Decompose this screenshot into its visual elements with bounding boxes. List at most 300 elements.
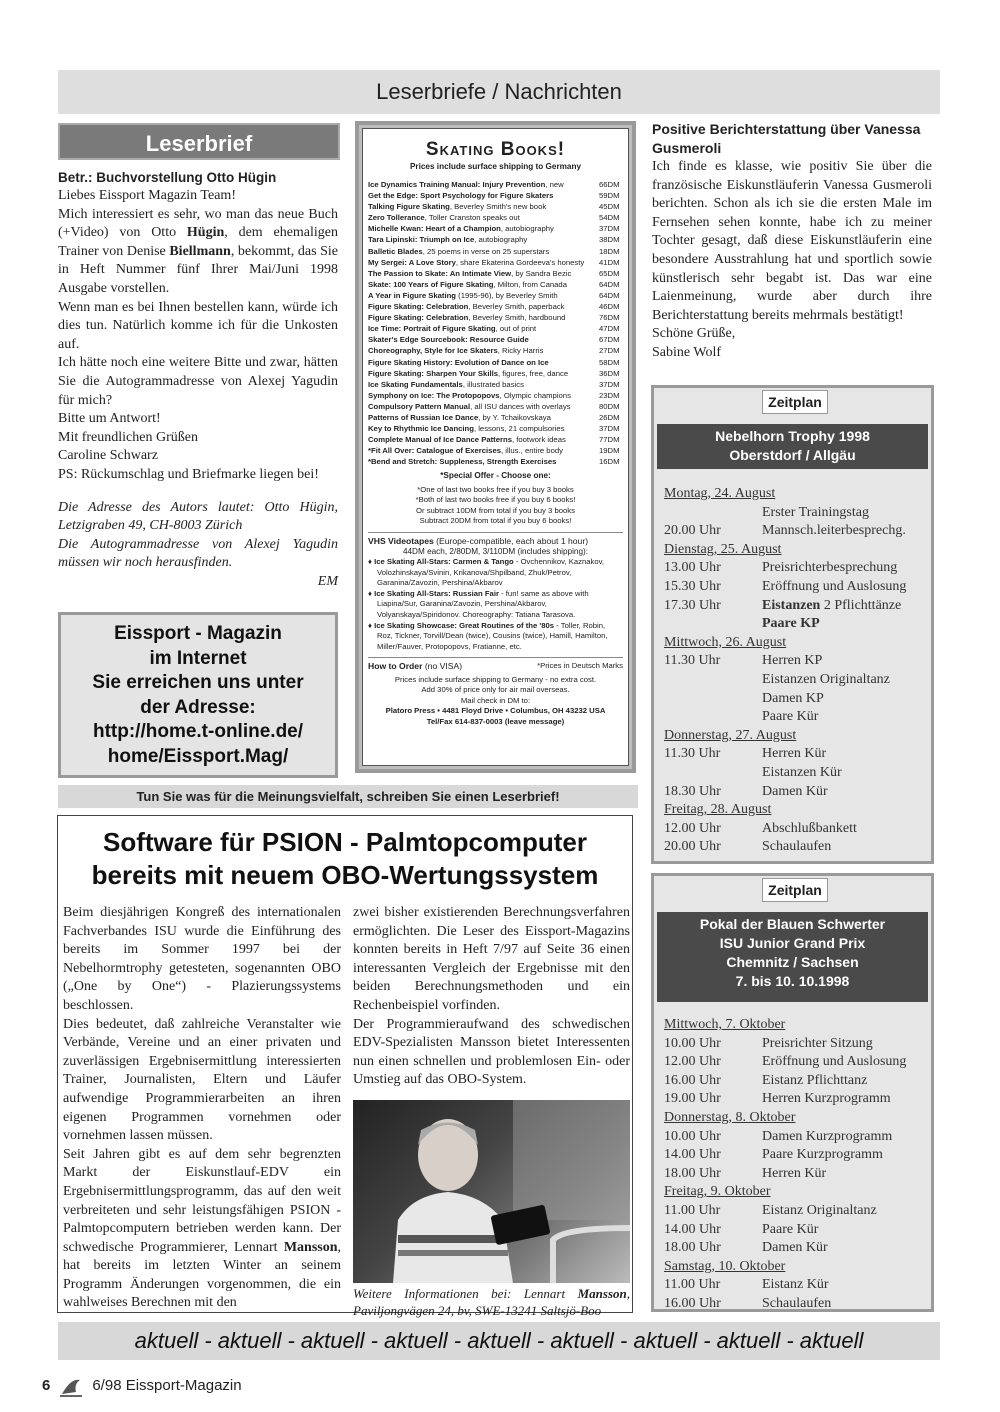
leserbrief-banner: Leserbrief	[58, 123, 340, 160]
schedule-time: 14.00 Uhr	[664, 1221, 721, 1237]
schedule-day: Freitag, 28. August	[664, 802, 772, 818]
book-desc: , illus., entire body	[501, 446, 563, 456]
schedule-header-line: Chemnitz / Sachsen	[726, 954, 859, 970]
book-price: 27DM	[599, 346, 620, 356]
paragraph	[63, 1016, 341, 1146]
book-row	[368, 312, 623, 323]
video-title: Ice Skating Showcase: Great Routines of the '80s	[374, 620, 555, 630]
schedule-header-line: Pokal der Blauen Schwerter	[699, 916, 886, 932]
internet-line: der Adresse:	[140, 696, 256, 718]
letter-body	[58, 187, 338, 485]
paragraph	[58, 299, 338, 355]
schedule-time: 14.00 Uhr	[664, 1147, 721, 1163]
book-row	[368, 445, 623, 456]
text-segment: , bekommt, das Sie in Heft Nummer fünf Ihrer Mai/Juni 1998 Ausgabe vorstellen.	[58, 243, 339, 296]
letter2-heading: Positive Berichterstattung über Vanessa Gusmeroli	[652, 121, 921, 156]
schedule-row	[664, 690, 926, 709]
schedule-event-text: Abschlußbankett	[762, 820, 857, 836]
skating-books-ad	[355, 121, 636, 773]
paragraph	[58, 354, 338, 410]
schedule-day: Freitag, 9. Oktober	[664, 1184, 771, 1200]
letter2-signature: Sabine Wolf	[652, 344, 721, 360]
schedule-time	[664, 615, 762, 634]
schedule-event-text: Eistanz Pflichttanz	[762, 1072, 868, 1088]
schedule-row	[664, 671, 926, 690]
book-price: 66DM	[599, 180, 620, 189]
book-title: Symphony on Ice: The Protopopovs	[368, 390, 500, 400]
book-price: 47DM	[599, 324, 620, 334]
schedule-event-text: Mannsch.leiterbesprechg.	[762, 523, 906, 539]
schedule-time: 19.00 Uhr	[664, 1091, 721, 1107]
book-entry	[368, 212, 520, 223]
text-segment: PS: Rückumschlag und Briefmarke liegen bei!	[58, 466, 319, 482]
book-desc: , autobiography	[500, 224, 554, 234]
schedule-event	[762, 1239, 828, 1258]
book-row	[368, 257, 623, 268]
book-row	[368, 368, 623, 379]
book-entry	[368, 379, 524, 390]
page-footer	[42, 1374, 242, 1398]
schedule-row	[664, 1239, 926, 1258]
video-item	[368, 557, 623, 589]
book-price: 64DM	[599, 290, 620, 300]
schedule-time	[664, 690, 762, 709]
book-price: 37DM	[599, 379, 620, 389]
schedule-event	[762, 597, 901, 616]
paragraph	[58, 466, 338, 485]
schedule-row	[664, 504, 926, 523]
schedule-header-line: Nebelhorn Trophy 1998	[715, 428, 870, 444]
text-segment: Mansson	[577, 1285, 627, 1301]
schedule-time: 20.00 Uhr	[664, 523, 721, 539]
book-row	[368, 301, 623, 312]
schedule-event-text: Erster Trainingstag	[762, 504, 869, 520]
book-title: Figure Skating History: Evolution of Dance on Ice	[368, 357, 549, 367]
paragraph	[58, 429, 338, 448]
paragraph	[353, 904, 630, 1016]
book-entry	[368, 312, 565, 323]
text-segment: Seit Jahren gibt es auf dem sehr begrenzten Markt der Eiskunstlauf-EDV ein Ergebnisermittlungsprogramm, das auf den weit verbreiteten und sehr leistungsfähigen PSION - Palmtopcomputern betrieben werden kann. Der schwedische Programmierer, Lennart	[63, 1146, 341, 1255]
book-entry	[368, 345, 543, 356]
video-list	[368, 557, 623, 652]
book-entry	[368, 190, 553, 201]
schedule-header-line: 7. bis 10. 10.1998	[735, 973, 850, 989]
offer: *Both of last two books free if you buy 6 books!	[415, 495, 576, 505]
aktuell-bar: aktuell - aktuell - aktuell - aktuell - aktuell - aktuell - aktuell - aktuell - aktuell	[58, 1322, 940, 1360]
schedule-event	[762, 1053, 906, 1072]
offer: *One of last two books free if you buy 3 books	[417, 484, 574, 494]
book-row	[368, 401, 623, 412]
text-segment: Bitte um Antwort!	[58, 411, 161, 427]
book-title: Choreography, Style for Ice Skaters	[368, 346, 498, 356]
article-column-2-text	[353, 904, 630, 1090]
schedule-event	[762, 1276, 828, 1295]
schedule-event-text: Preisrichter Sitzung	[762, 1035, 873, 1051]
book-desc: , illustrated basics	[462, 379, 524, 389]
book-title: Skater's Edge Sourcebook: Resource Guide	[368, 335, 529, 345]
schedule-event	[762, 559, 897, 578]
book-price: 80DM	[599, 401, 620, 411]
book-desc: , all ISU dances with overlays	[470, 401, 571, 411]
text-segment: Ich hätte noch eine weitere Bitte und zwar, hätten Sie die Autogrammadresse von Alexej Yagudin für mich?	[58, 355, 338, 408]
book-title: Zero Tollerance	[368, 213, 425, 223]
reader-letter	[58, 168, 338, 591]
book-entry	[368, 390, 571, 401]
book-price: 19DM	[599, 446, 620, 456]
book-entry	[368, 268, 571, 279]
book-price: 54DM	[599, 213, 620, 223]
internet-box	[58, 612, 338, 778]
book-price: 64DM	[599, 279, 620, 289]
book-entry	[368, 179, 564, 190]
book-desc: , Beverley Smith's new book	[449, 202, 547, 212]
book-price: 18DM	[599, 246, 620, 256]
text-segment: Beim diesjährigen Kongreß des internationalen Fachverbandes ISU wurde die Einführung des bereits im Sommer 1997 bei der Nebelhormtrophy getesteten, sogenannten OBO („One by One“) - Plazierungssystems beschlossen.	[63, 905, 341, 1013]
book-desc: , Toller Cranston speaks out	[424, 213, 520, 223]
schedule-event-text: Eröffnung und Auslosung	[762, 1054, 907, 1070]
book-row	[368, 412, 623, 423]
book-title: Key to Rhythmic Ice Dancing	[368, 424, 474, 434]
book-desc: , footwork ideas	[511, 435, 566, 445]
schedule-event-text: Schaulaufen	[762, 839, 832, 855]
letter2-greeting: Schöne Grüße,	[652, 326, 736, 342]
book-desc: , autobiography	[474, 235, 528, 245]
book-title: Ice Skating Fundamentals	[368, 379, 463, 389]
video-title: Ice Skating All-Stars: Carmen & Tango	[374, 557, 514, 567]
schedule-row	[664, 1128, 926, 1147]
book-desc: , lessons, 21 compulsories	[473, 424, 565, 434]
book-title: Figure Skating: Sharpen Your Skills	[368, 368, 499, 378]
book-desc: , Milton, from Canada	[493, 279, 567, 289]
schedule-row	[664, 1202, 926, 1221]
schedule-nebelhorn	[651, 385, 934, 864]
schedule-event-bold: Paare KP	[762, 616, 820, 632]
books-title: Skating Books!	[425, 139, 566, 160]
article-title	[58, 826, 632, 892]
book-entry	[368, 290, 558, 301]
book-desc: , by Y. Tchaikovskaya	[478, 412, 551, 422]
schedule-event	[762, 1128, 892, 1147]
schedule-row	[664, 1035, 926, 1054]
text-segment: Dies bedeutet, daß zahlreiche Veranstalter wie Verbände, Vereine und an einer privaten und zuverlässigen Ergebnisermittlung interessierten Trainer, Journalisten, Eltern und Läufer aufwendige Programmierarbeiten an ihren eigenen Programmen vornehmen oder vornehmen lassen müssen.	[63, 1016, 341, 1144]
book-price: 26DM	[599, 412, 620, 422]
schedule-row	[664, 820, 926, 839]
psion-article	[57, 815, 633, 1318]
skater-logo-icon	[58, 1374, 84, 1398]
schedule-event	[762, 578, 906, 597]
editor-note: Die Adresse des Autors lautet: Otto Hügin, Letzigraben 49, CH-8003 Zürich	[58, 499, 338, 534]
book-title: My Sergei: A Love Story	[368, 257, 456, 267]
schedule-day: Montag, 24. August	[664, 486, 776, 501]
schedule-time: 16.00 Uhr	[664, 1072, 721, 1088]
book-price: 65DM	[599, 268, 620, 278]
schedule-event	[762, 690, 824, 709]
schedule-event-text: Herren Kür	[762, 1165, 827, 1181]
offer: Or subtract 10DM from total if you buy 3 books	[416, 505, 575, 515]
internet-url[interactable]: home/Eissport.Mag/	[107, 745, 289, 767]
book-row	[368, 268, 623, 279]
book-row	[368, 201, 623, 212]
book-entry	[368, 301, 565, 312]
book-desc: , new	[545, 180, 564, 189]
schedule-event-text: Damen Kurzprogramm	[762, 1128, 893, 1144]
paragraph	[58, 410, 338, 429]
book-desc: (1995-96), by Beverley Smith	[456, 290, 558, 300]
book-row	[368, 323, 623, 334]
book-price: 77DM	[599, 435, 620, 445]
schedule-row	[664, 559, 926, 578]
book-desc: , 25 poems in verse on 25 superstars	[422, 246, 550, 256]
schedule-event-text: Damen Kür	[762, 783, 828, 799]
book-desc: , by Sandra Bezic	[511, 268, 572, 278]
schedule-row	[664, 578, 926, 597]
write-letter-banner: Tun Sie was für die Meinungsvielfalt, schreiben Sie einen Leserbrief!	[58, 785, 638, 808]
book-entry	[368, 323, 536, 334]
text-segment: Der Programmieraufwand des schwedischen EDV-Spezialisten Mansson bietet Interessenten nun einen schnellen und problemlosen Ein- oder Umstieg auf das OBO-System.	[353, 1016, 630, 1088]
book-entry	[368, 257, 584, 268]
text-segment: Weitere Informationen bei: Lennart	[353, 1285, 578, 1301]
book-price: 37DM	[599, 224, 620, 234]
book-price: 76DM	[599, 313, 620, 323]
schedule-event-text: 2 Pflichttänze	[820, 597, 902, 613]
book-entry	[368, 234, 527, 245]
schedule-event	[762, 1035, 873, 1054]
schedule-time: 11.30 Uhr	[664, 746, 721, 762]
schedule-row	[664, 708, 926, 727]
paragraph	[353, 1016, 630, 1090]
schedule-row	[664, 597, 926, 616]
schedule-day: Mittwoch, 7. Oktober	[664, 1017, 786, 1032]
diamond-bullet-icon: ♦	[368, 557, 375, 567]
paragraph	[63, 904, 341, 1016]
schedule-row	[664, 838, 926, 857]
book-title: *Fit All Over: Catalogue of Exercises	[368, 446, 502, 456]
vhs-prices: 44DM each, 2/80DM, 3/110DM (includes shipping):	[402, 546, 589, 556]
photo-illustration	[353, 1100, 630, 1283]
reader-letter-2	[652, 120, 932, 363]
book-price: 41DM	[599, 257, 620, 267]
paragraph	[58, 187, 338, 206]
schedule-event	[762, 1146, 883, 1165]
book-entry	[368, 246, 549, 257]
schedule-event-text: Eistanz Originaltanz	[762, 1202, 877, 1218]
book-price: 38DM	[599, 235, 620, 245]
book-title: Ice Time: Portrait of Figure Skating	[368, 324, 496, 334]
paragraph	[58, 206, 338, 299]
book-desc: , figures, free, dance	[498, 368, 569, 378]
book-title: A Year in Figure Skating	[368, 290, 457, 300]
book-row	[368, 456, 623, 467]
photo-caption	[353, 1285, 630, 1319]
schedule-event	[762, 838, 831, 857]
book-desc: , Ricky Harris	[497, 346, 544, 356]
special-offer-title: *Special Offer - Choose one:	[440, 471, 551, 481]
book-title: Patterns of Russian Ice Dance	[368, 412, 479, 422]
book-title: Complete Manual of Ice Dance Patterns	[368, 435, 512, 445]
book-title: Compulsory Pattern Manual	[368, 401, 471, 411]
schedule-label: Zeitplan	[762, 878, 828, 902]
schedule-event	[762, 820, 857, 839]
schedule-event	[762, 522, 906, 541]
schedule-time	[664, 504, 762, 523]
book-entry	[368, 412, 551, 423]
book-row	[368, 279, 623, 290]
video-item	[368, 589, 623, 621]
schedule-row	[664, 1146, 926, 1165]
schedule-event-text: Damen KP	[762, 690, 824, 706]
book-title: *Bend and Stretch: Suppleness, Strength Exercises	[368, 457, 557, 467]
schedule-event-bold: Eistanzen	[762, 597, 821, 613]
book-title: Tara Lipinski: Triumph on Ice	[368, 235, 475, 245]
book-price: 36DM	[599, 368, 620, 378]
book-row	[368, 212, 623, 223]
schedule-header	[657, 424, 928, 469]
schedule-day: Samstag, 10. Oktober	[664, 1258, 786, 1274]
schedule-event-text: Herren Kurzprogramm	[762, 1091, 891, 1107]
schedule-row	[664, 783, 926, 802]
book-title: Talking Figure Skating	[368, 202, 450, 212]
book-title: Get the Edge: Sport Psychology for Figure Skaters	[368, 191, 554, 201]
diamond-bullet-icon: ♦	[368, 588, 375, 598]
schedule-row	[664, 1295, 926, 1314]
schedule-event	[762, 1202, 877, 1221]
book-entry	[368, 423, 565, 434]
order-visa: (no VISA)	[422, 661, 463, 672]
book-desc: , Olympic champions	[499, 390, 571, 400]
schedule-time: 18.30 Uhr	[664, 783, 721, 799]
book-row	[368, 379, 623, 390]
book-price: 58DM	[599, 357, 620, 367]
schedule-blaue-schwerter	[651, 873, 934, 1312]
schedule-day: Dienstag, 25. August	[664, 541, 782, 557]
video-desc: - Toller, Robin, Roz, Tickner, Torvill/Dean (twice), Cousins (twice), Hamill, Hamilton, Miller/Fauver, Protopopovs, Fratianne, etc.	[377, 620, 608, 651]
article-title-line: Software für PSION - Palmtopcomputer	[103, 827, 587, 857]
book-desc: , share Ekaterina Gordeeva's honesty	[455, 257, 585, 267]
schedule-event-text: Preisrichterbesprechung	[762, 560, 898, 576]
schedule-time: 17.30 Uhr	[664, 597, 721, 613]
schedule-event	[762, 652, 822, 671]
schedule-event-text: Schaulaufen	[762, 1295, 832, 1311]
issue-label: 6/98 Eissport-Magazin	[92, 1377, 242, 1394]
book-row	[368, 423, 623, 434]
schedule-event	[762, 764, 842, 783]
internet-line: Sie erreichen uns unter	[92, 672, 304, 693]
book-row	[368, 290, 623, 301]
book-entry	[368, 279, 567, 290]
schedule-time: 13.00 Uhr	[664, 560, 721, 576]
book-row	[368, 357, 623, 368]
internet-url[interactable]: http://home.t-online.de/	[92, 721, 304, 742]
article-column-2	[353, 904, 630, 1319]
schedule-event	[762, 708, 818, 727]
schedule-row	[664, 764, 926, 783]
schedule-row	[664, 1221, 926, 1240]
book-price: 67DM	[599, 335, 620, 345]
schedule-event-text: Eröffnung und Auslosung	[762, 578, 907, 594]
schedule-event	[762, 783, 828, 802]
text-segment: , hat bereits im letzten Winter an seinem Programm Änderungen vorgenommen, die ein wahlweises Berechnen mit den	[63, 1239, 341, 1311]
books-subtitle: Prices include surface shipping to Germany	[409, 162, 582, 171]
page-number: 6	[42, 1377, 51, 1394]
book-row	[368, 190, 623, 201]
schedule-event	[762, 1295, 831, 1314]
schedule-row	[664, 1165, 926, 1184]
internet-line: Eissport - Magazin	[114, 623, 282, 644]
vhs-desc: (Europe-compatible, each about 1 hour)	[433, 535, 589, 546]
schedule-time: 11.00 Uhr	[664, 1202, 721, 1218]
schedule-time: 18.00 Uhr	[664, 1240, 721, 1256]
offer: Subtract 20DM from total if you buy 6 books!	[419, 516, 572, 526]
schedule-event	[762, 1165, 826, 1184]
schedule-day: Mittwoch, 26. August	[664, 634, 787, 650]
book-price: 23DM	[599, 390, 620, 400]
schedule-time	[664, 671, 762, 690]
schedule-row	[664, 1090, 926, 1109]
schedule-event-text: Paare Kurzprogramm	[762, 1147, 883, 1163]
book-entry	[368, 223, 554, 234]
book-title: Figure Skating: Celebration	[368, 302, 469, 312]
text-segment: Mich interessiert es sehr, wo man das neue Buch (+Video) von Otto	[58, 206, 338, 241]
book-price: 45DM	[599, 202, 620, 212]
order-title: How to Order	[368, 661, 423, 672]
book-entry	[368, 445, 563, 456]
divider	[368, 657, 623, 658]
schedule-time: 11.30 Uhr	[664, 653, 721, 669]
internet-line: im Internet	[149, 647, 247, 669]
schedule-event	[762, 615, 820, 634]
schedule-time: 11.00 Uhr	[664, 1277, 721, 1293]
photo-lennart-mansson	[353, 1100, 630, 1283]
schedule-time: 12.00 Uhr	[664, 820, 721, 836]
schedule-day: Donnerstag, 8. Oktober	[664, 1109, 796, 1125]
book-entry	[368, 434, 566, 445]
video-title: Ice Skating All-Stars: Russian Fair	[374, 588, 499, 598]
schedule-row	[664, 1276, 926, 1295]
book-price: 37DM	[599, 424, 620, 434]
book-entry	[368, 334, 529, 345]
schedule-list	[664, 1016, 926, 1314]
book-row	[368, 246, 623, 257]
text-segment: Liebes Eissport Magazin Team!	[58, 188, 236, 203]
schedule-time	[664, 708, 762, 727]
schedule-time: 16.00 Uhr	[664, 1295, 721, 1311]
schedule-time: 15.30 Uhr	[664, 578, 721, 594]
schedule-event	[762, 1221, 818, 1240]
vhs-title: VHS Videotapes	[368, 535, 434, 546]
video-item	[368, 621, 623, 653]
schedule-list	[664, 485, 926, 857]
book-row	[368, 234, 623, 245]
diamond-bullet-icon: ♦	[368, 620, 375, 630]
book-entry	[368, 357, 549, 368]
schedule-header-line: Oberstdorf / Allgäu	[729, 447, 856, 463]
schedule-time: 20.00 Uhr	[664, 839, 721, 855]
book-price: 16DM	[599, 457, 620, 467]
article-column-1	[63, 904, 341, 1313]
schedule-header-line: ISU Junior Grand Prix	[719, 935, 866, 951]
book-title: Ice Dynamics Training Manual: Injury Prevention	[368, 180, 546, 189]
schedule-event	[762, 745, 826, 764]
book-title: Figure Skating: Celebration	[368, 313, 469, 323]
video-desc: - Ovchennikov, Kaznakov, Volozhinskaya/Svinin, Krikanova/Shpilband, Zhuk/Petrov, Garanina/Zavozin, Pershina/Akbarov	[377, 557, 605, 588]
text-segment: , Paviljongvägen 24, bv, SWE-13241 Saltsjö-Boo	[353, 1285, 630, 1318]
schedule-row	[664, 1072, 926, 1091]
text-segment: zwei bisher existierenden Berechnungsverfahren ermöglichten. Die Leser des Eissport-Magazins konnten bereits in Heft 7/97 auf Seite 36 einen interessanten Vergleich der Ergebnisse mit den beiden Berechnungsmethoden und ein Rechenbeispiel vorfinden.	[353, 905, 630, 1013]
book-entry	[368, 456, 556, 467]
schedule-event-text: Damen Kür	[762, 1240, 828, 1256]
book-desc: , out of print	[495, 324, 537, 334]
book-row	[368, 345, 623, 356]
